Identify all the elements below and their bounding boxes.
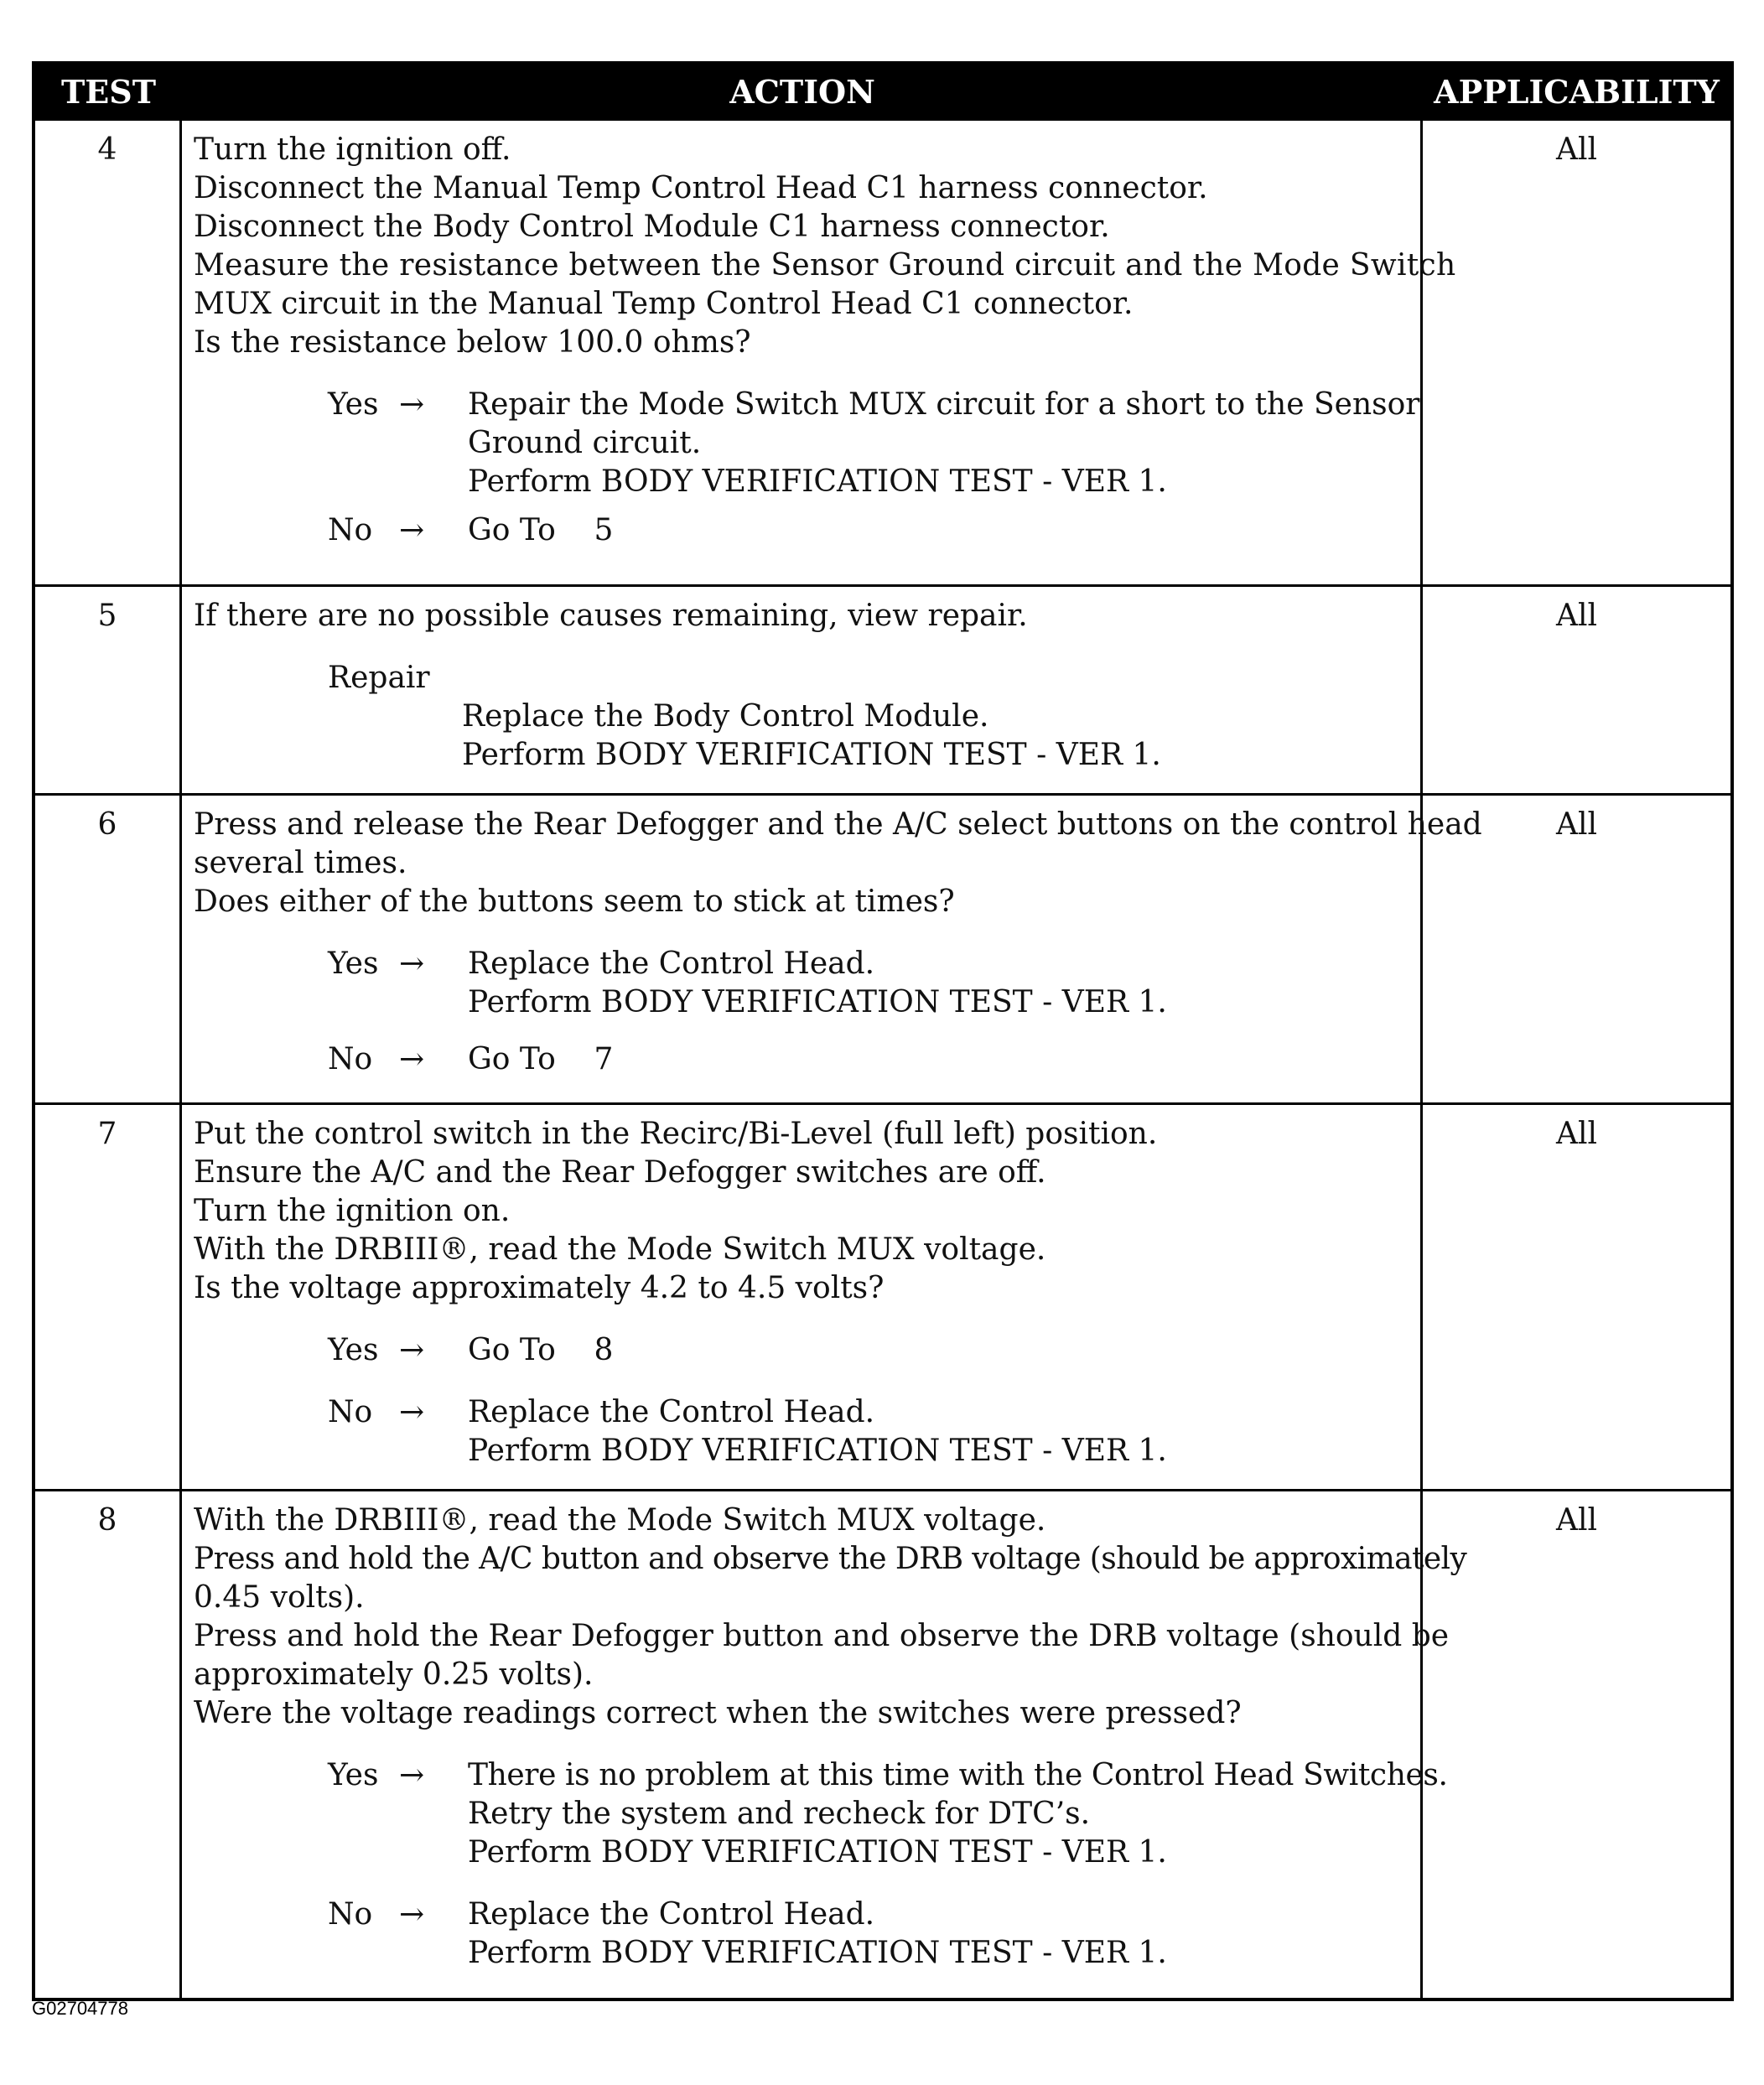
figure-id: G02704778	[32, 1998, 128, 2019]
action-line: Were the voltage readings correct when the switches were pressed?	[194, 1696, 1242, 1730]
yes-label: Yes	[328, 387, 379, 422]
response-line: Go To 8	[468, 1333, 614, 1367]
no-response	[468, 1896, 1409, 1973]
applicability-cell: All	[1555, 132, 1598, 167]
action-line: If there are no possible causes remaining, view repair.	[194, 599, 1028, 633]
action-cell	[182, 1491, 1467, 1998]
arrow-icon: →	[399, 1758, 425, 1792]
response-line: Repair the Mode Switch MUX circuit for a short to the Sensor	[468, 387, 1420, 422]
response-line: Perform BODY VERIFICATION TEST - VER 1.	[468, 1835, 1167, 1870]
applicability-cell: All	[1555, 1503, 1598, 1538]
action-line: Is the voltage approximately 4.2 to 4.5 volts?	[194, 1271, 885, 1305]
applicability-cell: All	[1555, 1117, 1598, 1151]
action-line: Measure the resistance between the Sensor Ground circuit and the Mode Switch	[194, 248, 1456, 283]
test-number: 4	[35, 121, 182, 584]
response-line: Perform BODY VERIFICATION TEST - VER 1.	[468, 1936, 1167, 1970]
response-line: There is no problem at this time with the Control Head Switches.	[468, 1758, 1448, 1792]
arrow-icon: →	[399, 947, 425, 981]
test-row-8	[35, 1489, 1730, 1998]
header-test: TEST	[61, 72, 156, 111]
response-line: Perform BODY VERIFICATION TEST - VER 1.	[468, 985, 1167, 1019]
response-line: Replace the Control Head.	[468, 947, 875, 981]
arrow-icon: →	[399, 1333, 425, 1367]
arrow-icon: →	[399, 1395, 425, 1429]
response-line: Retry the system and recheck for DTC’s.	[468, 1797, 1091, 1831]
header-action: ACTION	[729, 72, 875, 111]
repair-label: Repair	[328, 661, 430, 695]
arrow-icon: →	[399, 1897, 425, 1932]
yes-label: Yes	[328, 1333, 379, 1367]
action-cell	[182, 1105, 1423, 1489]
yes-branch	[328, 1756, 1448, 1872]
applicability-cell: All	[1555, 807, 1598, 842]
action-line: Disconnect the Body Control Module C1 harness connector.	[194, 210, 1110, 244]
response-line: Perform BODY VERIFICATION TEST - VER 1.	[468, 1434, 1167, 1468]
no-label: No	[328, 1395, 373, 1429]
yes-response	[468, 386, 1420, 501]
arrow-icon: →	[399, 513, 425, 547]
action-line: several times.	[194, 846, 407, 880]
test-row-5	[35, 584, 1730, 793]
test-row-6	[35, 793, 1730, 1102]
yes-response	[468, 945, 1409, 1022]
diagnostic-test-table	[32, 61, 1734, 2001]
yes-branch	[328, 945, 1409, 1022]
no-response	[468, 1040, 1409, 1079]
action-line: Press and release the Rear Defogger and the A/C select buttons on the control head	[194, 807, 1482, 842]
repair-line: Perform BODY VERIFICATION TEST - VER 1.	[462, 738, 1161, 772]
repair-line: Replace the Body Control Module.	[462, 699, 989, 734]
yes-label: Yes	[328, 1758, 379, 1792]
action-line: Press and hold the A/C button and observe the DRB voltage (should be approximately	[194, 1542, 1467, 1576]
action-line: Put the control switch in the Recirc/Bi-Level (full left) position.	[194, 1117, 1158, 1151]
no-response	[468, 511, 1409, 550]
action-line: With the DRBIII®, read the Mode Switch MUX voltage.	[194, 1232, 1046, 1267]
action-line: With the DRBIII®, read the Mode Switch MUX voltage.	[194, 1503, 1046, 1538]
action-line: MUX circuit in the Manual Temp Control Head C1 connector.	[194, 287, 1134, 321]
no-response	[468, 1393, 1409, 1470]
arrow-icon: →	[399, 1042, 425, 1076]
action-line: Is the resistance below 100.0 ohms?	[194, 325, 751, 360]
no-label: No	[328, 1897, 373, 1932]
response-line: Replace the Control Head.	[468, 1395, 875, 1429]
yes-response	[468, 1756, 1448, 1872]
applicability-cell: All	[1555, 599, 1598, 633]
action-cell	[182, 121, 1456, 584]
no-label: No	[328, 513, 373, 547]
action-cell	[182, 587, 1423, 793]
yes-label: Yes	[328, 947, 379, 981]
action-line: Turn the ignition on.	[194, 1194, 511, 1228]
action-line: Turn the ignition off.	[194, 132, 511, 167]
no-label: No	[328, 1042, 373, 1076]
action-line: Ensure the A/C and the Rear Defogger switches are off.	[194, 1155, 1046, 1190]
action-line: Disconnect the Manual Temp Control Head C1 harness connector.	[194, 171, 1208, 205]
response-line: Ground circuit.	[468, 426, 702, 460]
response-line: Perform BODY VERIFICATION TEST - VER 1.	[468, 464, 1167, 499]
test-row-4	[35, 118, 1730, 584]
test-row-7	[35, 1102, 1730, 1489]
response-line: Replace the Control Head.	[468, 1897, 875, 1932]
yes-response	[468, 1331, 1409, 1370]
test-number: 6	[35, 796, 182, 1102]
test-number: 8	[35, 1491, 182, 1998]
no-branch	[328, 1393, 1409, 1470]
yes-branch	[328, 386, 1420, 501]
no-branch	[328, 1896, 1409, 1973]
repair-body	[462, 698, 1409, 775]
action-line: Does either of the buttons seem to stick at times?	[194, 884, 955, 919]
header-applicability: APPLICABILITY	[1434, 72, 1720, 111]
yes-branch	[328, 1331, 1409, 1370]
test-number: 7	[35, 1105, 182, 1489]
no-branch	[328, 1040, 1409, 1079]
test-number: 5	[35, 587, 182, 793]
action-line: approximately 0.25 volts).	[194, 1657, 594, 1692]
table-header	[35, 65, 1730, 118]
action-cell	[182, 796, 1482, 1102]
action-line: Press and hold the Rear Defogger button and observe the DRB voltage (should be	[194, 1619, 1450, 1653]
arrow-icon: →	[399, 387, 425, 422]
response-line: Go To 5	[468, 513, 614, 547]
response-line: Go To 7	[468, 1042, 614, 1076]
no-branch	[328, 511, 1409, 550]
action-line: 0.45 volts).	[194, 1580, 365, 1615]
